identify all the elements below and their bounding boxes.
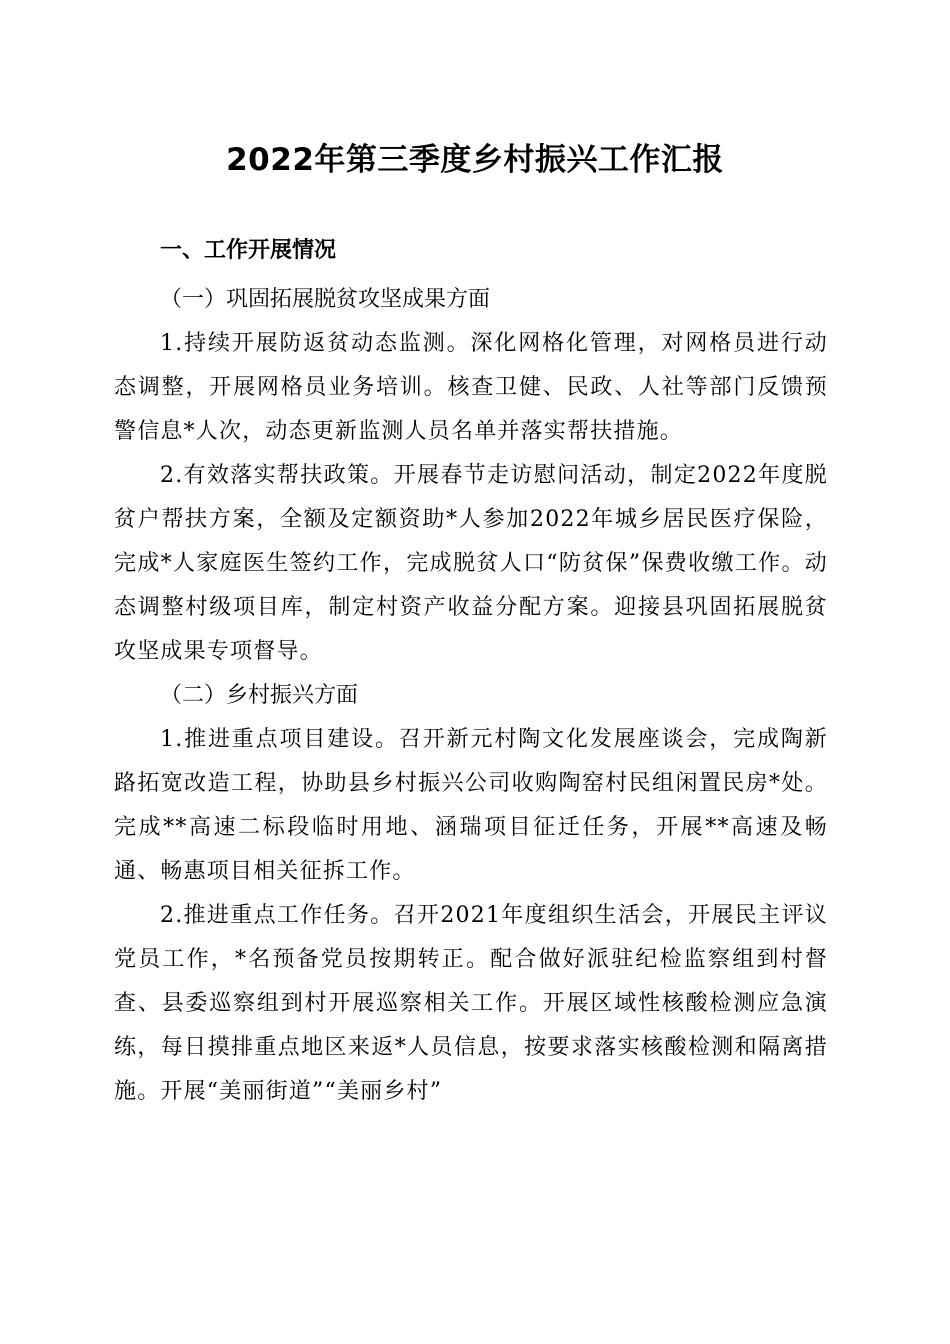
subsection-heading-rural-revitalization: （二）乡村振兴方面 <box>160 683 359 708</box>
subsection-heading-poverty-results: （一）巩固拓展脱贫攻坚成果方面 <box>160 287 491 312</box>
paragraph-key-tasks: 2.推进重点工作任务。召开2021年度组织生活会，开展民主评议党员工作，*名预备党员按期转正。配合做好派驻纪检监察组到村督查、县委巡察组到村开展巡察相关工作。开展区域性核酸检测应急演练，每日摸排重点地区来返*人员信息，按要求落实核酸检测和隔离措施。开展“美丽街道”“美丽乡村” <box>114 903 828 1104</box>
section-heading-work-progress: 一、工作开展情况 <box>160 238 337 263</box>
paragraph-key-projects: 1.推进重点项目建设。召开新元村陶文化发展座谈会，完成陶新路拓宽改造工程，协助县乡村振兴公司收购陶窑村民组闲置民房*处。完成**高速二标段临时用地、涵瑞项目征迁任务，开展**高速及畅通、畅惠项目相关征拆工作。 <box>114 727 828 884</box>
paragraph-assistance-policy: 2.有效落实帮扶政策。开展春节走访慰问活动，制定2022年度脱贫户帮扶方案，全额及定额资助*人参加2022年城乡居民医疗保险，完成*人家庭医生签约工作，完成脱贫人口“防贫保”保费收缴工作。动态调整村级项目库，制定村资产收益分配方案。迎接县巩固拓展脱贫攻坚成果专项督导。 <box>114 463 828 664</box>
paragraph-monitoring: 1.持续开展防返贫动态监测。深化网格化管理，对网格员进行动态调整，开展网格员业务培训。核查卫健、民政、人社等部门反馈预警信息*人次，动态更新监测人员名单并落实帮扶措施。 <box>114 331 828 444</box>
document-body <box>114 224 828 1114</box>
document-title: 2022年第三季度乡村振兴工作汇报 <box>226 142 724 178</box>
